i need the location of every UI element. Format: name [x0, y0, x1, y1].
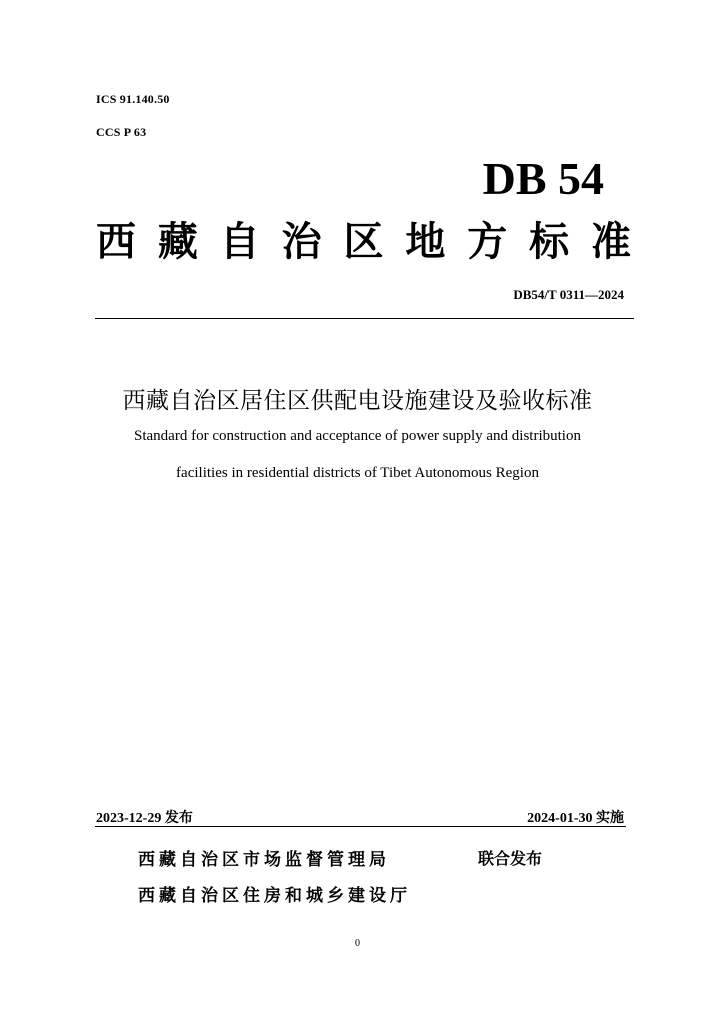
title-char: 治	[281, 219, 322, 265]
standard-number: DB54/T 0311—2024	[513, 287, 624, 302]
document-title-english-line1: Standard for construction and acceptance of power supply and distribution	[134, 428, 581, 444]
title-char: 准	[591, 219, 631, 265]
ics-code: ICS 91.140.50	[96, 92, 170, 106]
bottom-divider	[95, 826, 626, 827]
joint-issue-label: 联合发布	[478, 849, 543, 868]
publish-date: 2023-12-29 发布	[96, 811, 193, 826]
page-number: 0	[355, 938, 360, 949]
top-divider	[95, 318, 634, 319]
title-char: 标	[529, 219, 570, 265]
standard-type-title	[96, 219, 631, 265]
document-title-chinese: 西藏自治区居住区供配电设施建设及验收标准	[122, 388, 593, 414]
issuer-market-regulation: 西藏自治区市场监督管理局	[138, 850, 390, 870]
issuer-housing-construction: 西藏自治区住房和城乡建设厅	[138, 886, 411, 906]
title-char: 方	[467, 219, 508, 265]
ccs-code: CCS P 63	[96, 125, 147, 139]
title-char: 西	[96, 219, 136, 265]
effective-date: 2024-01-30 实施	[527, 811, 624, 826]
title-char: 自	[219, 219, 260, 265]
title-char: 区	[343, 219, 384, 265]
title-char: 地	[405, 219, 446, 265]
title-char: 藏	[157, 219, 198, 265]
db-code: DB 54	[482, 153, 604, 204]
document-title-english-line2: facilities in residential districts of Tibet Autonomous Region	[176, 465, 539, 481]
